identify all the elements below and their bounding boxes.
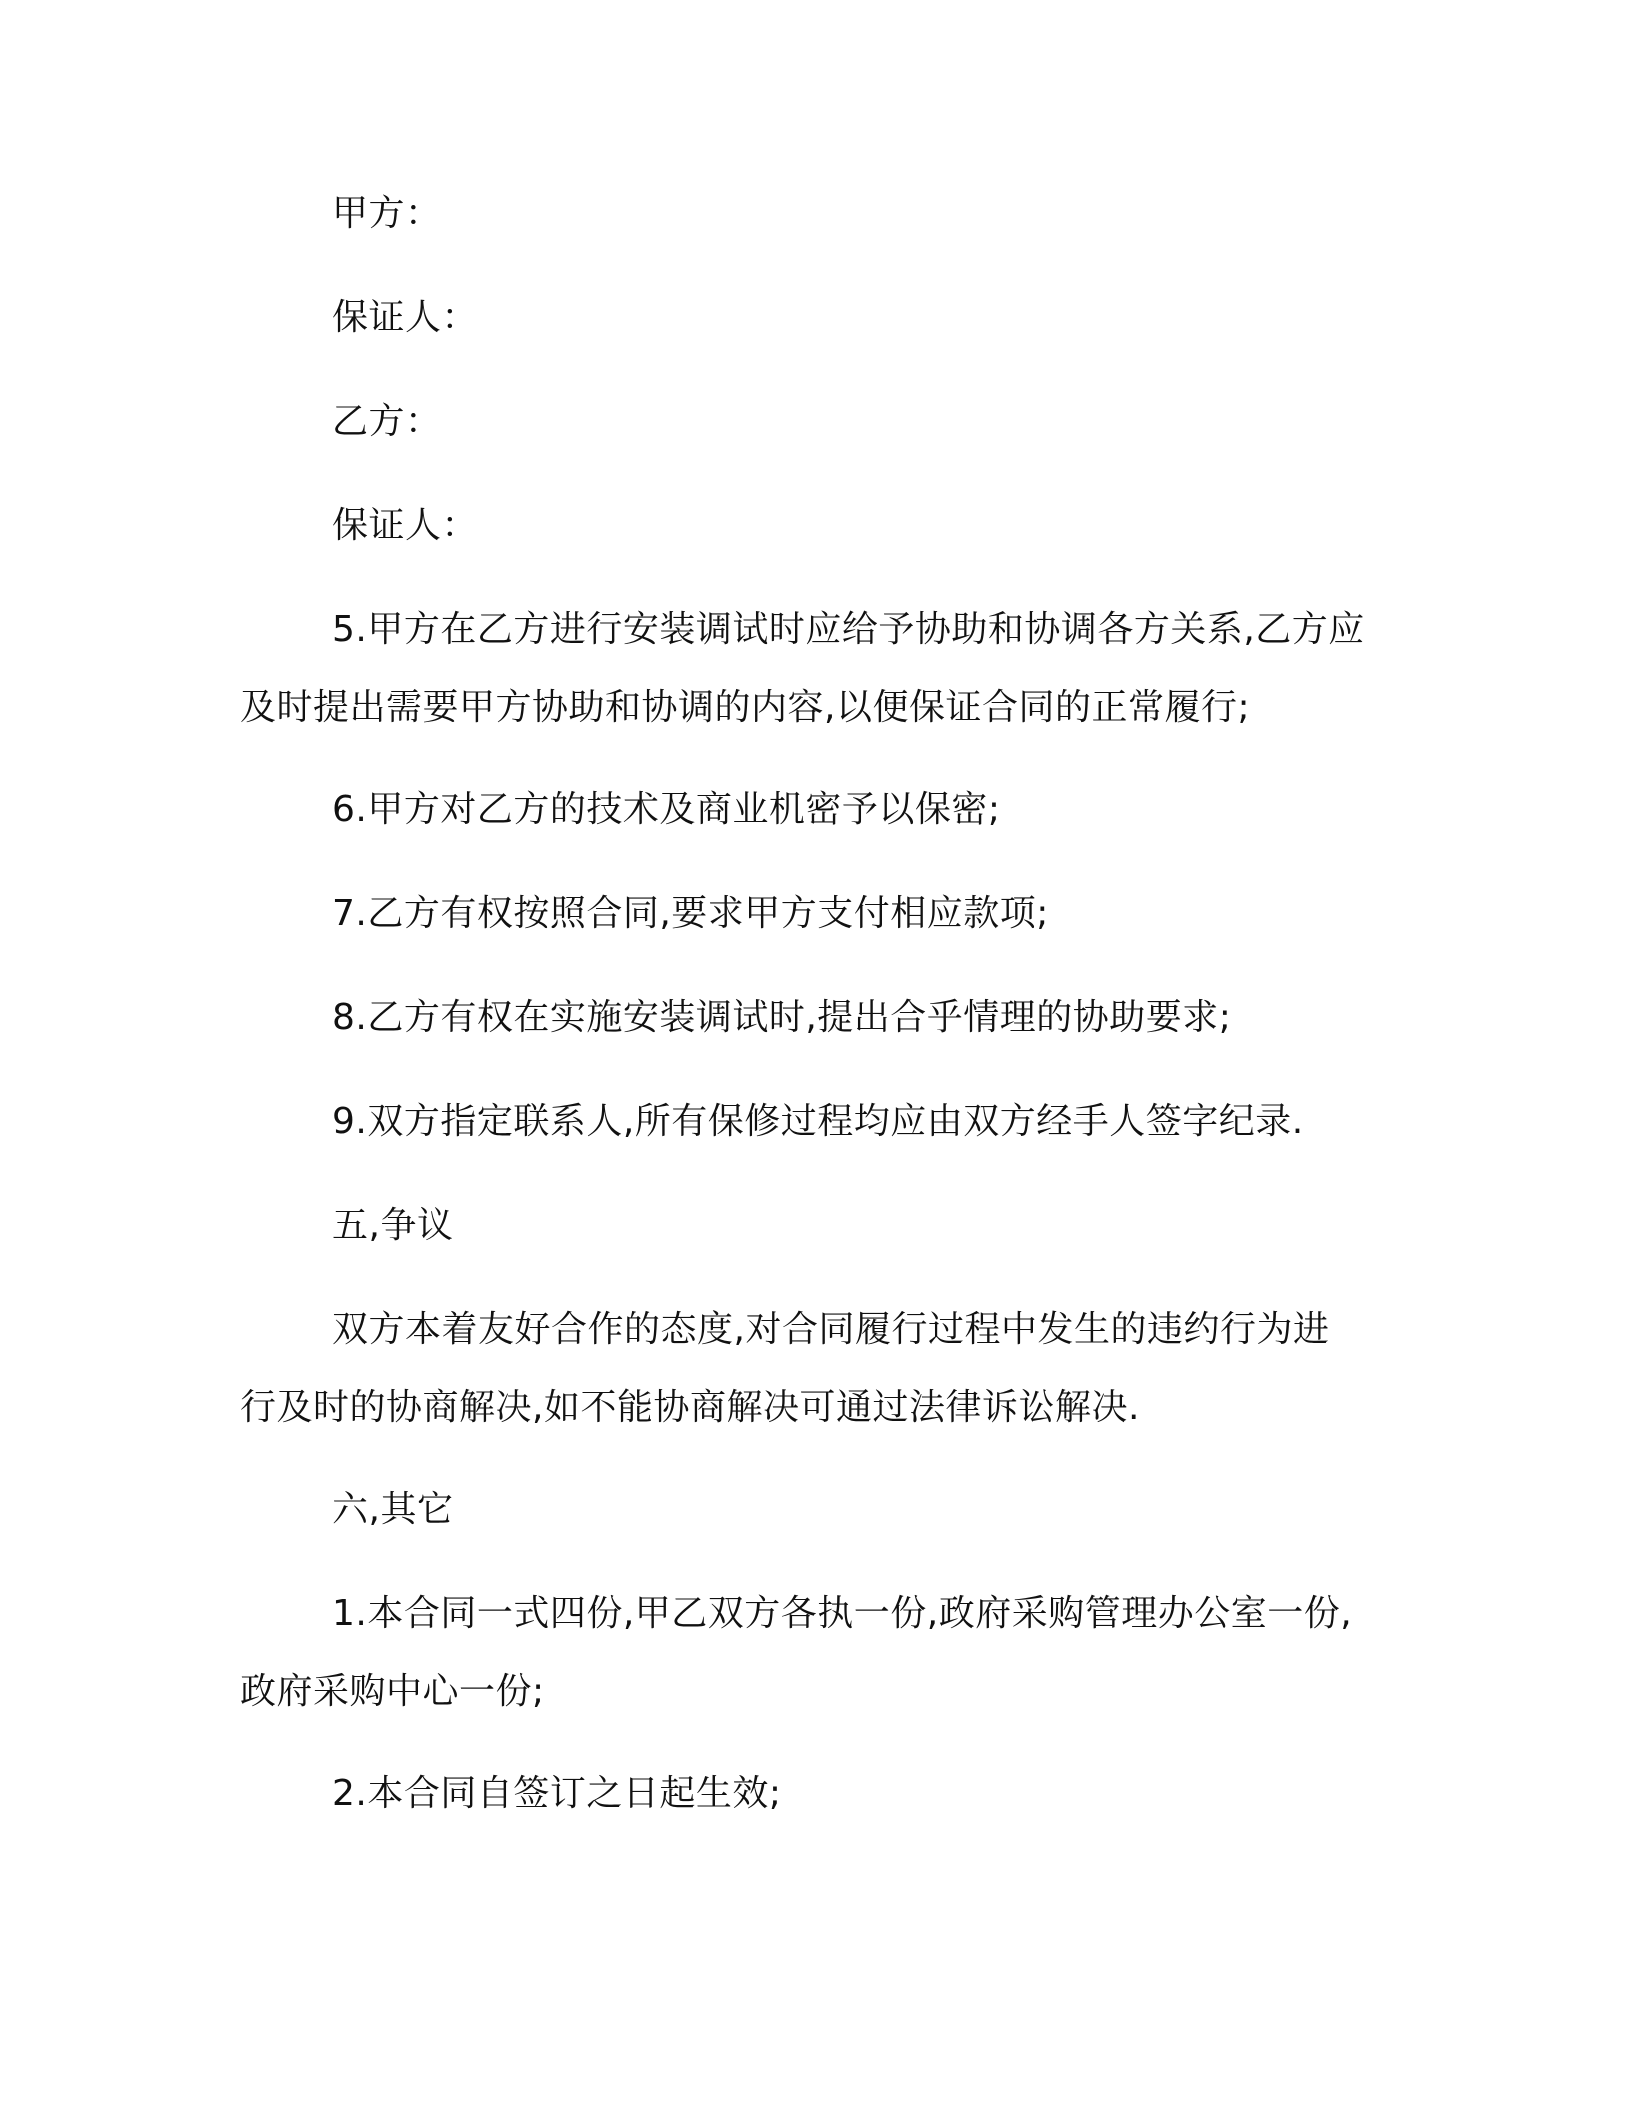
- dispute-line-1: 双方本着友好合作的态度,对合同履行过程中发生的违约行为进: [332, 1309, 1330, 1350]
- clause-5-line-2: 及时提出需要甲方协助和协调的内容,以便保证合同的正常履行;: [240, 687, 1251, 728]
- clause-5-line-1: 5.甲方在乙方进行安装调试时应给予协助和协调各方关系,乙方应: [332, 609, 1365, 650]
- clause-8: 8.乙方有权在实施安装调试时,提出合乎情理的协助要求;: [332, 997, 1232, 1038]
- other-clause-1-line-2: 政府采购中心一份;: [240, 1671, 545, 1712]
- section-five-heading: 五,争议: [332, 1205, 454, 1246]
- other-clause-1-line-1: 1.本合同一式四份,甲乙双方各执一份,政府采购管理办公室一份,: [332, 1593, 1353, 1634]
- party-a-label: 甲方：: [332, 193, 442, 234]
- clause-7: 7.乙方有权按照合同,要求甲方支付相应款项;: [332, 893, 1049, 934]
- party-a-guarantor-label: 保证人：: [332, 297, 479, 338]
- party-b-guarantor-label: 保证人：: [332, 505, 479, 546]
- party-b-label: 乙方：: [332, 401, 442, 442]
- other-clause-2: 2.本合同自签订之日起生效;: [332, 1773, 782, 1814]
- clause-9: 9.双方指定联系人,所有保修过程均应由双方经手人签字纪录.: [332, 1101, 1304, 1142]
- section-six-heading: 六,其它: [332, 1489, 454, 1530]
- clause-6: 6.甲方对乙方的技术及商业机密予以保密;: [332, 789, 1001, 830]
- dispute-line-2: 行及时的协商解决,如不能协商解决可通过法律诉讼解决.: [240, 1387, 1140, 1428]
